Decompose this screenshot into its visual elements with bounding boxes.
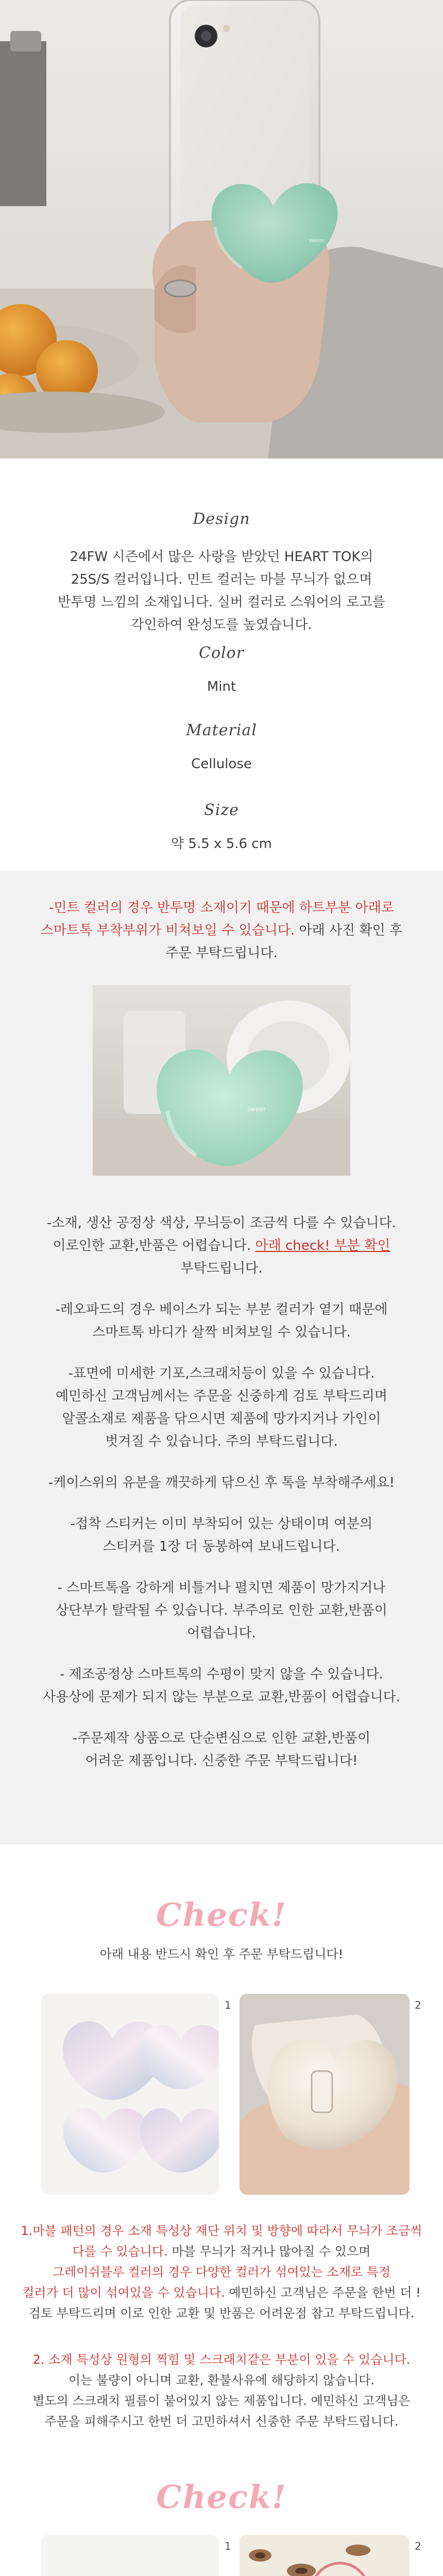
notice-item-line: 부탁드립니다.	[180, 1261, 263, 1276]
check1-line: 별도의 스크래치 필름이 붙어있지 않는 제품입니다. 예민하신 고객님은	[32, 2394, 411, 2408]
check1-image-1-number: 1	[225, 1999, 231, 2011]
notice-intro-line: 스마트톡 부착부위가 비쳐보일 수 있습니다. 아래 사진 확인 후	[40, 923, 403, 938]
material-value: Cellulose	[191, 756, 252, 772]
notice-item-line: -케이스위의 유분을 깨끗하게 닦으신 후 톡을 부착해주세요!	[48, 1475, 395, 1490]
mint-heart-photo	[93, 985, 350, 1176]
check1-text-1	[0, 2221, 443, 2324]
check1-line: 검토 부탁드리며 이로 인한 교환 및 반품은 어려운점 참고 부탁드립니다.	[28, 2306, 415, 2320]
svg-text:sweer: sweer	[247, 1106, 266, 1113]
check1-image-2-number: 2	[415, 1999, 421, 2011]
check1-line: 주문을 피해주시고 한번 더 고민하셔서 신중한 주문 부탁드립니다.	[44, 2414, 399, 2429]
check2-title: Check!	[156, 2478, 287, 2516]
check2-section	[0, 2478, 443, 2516]
material-section	[0, 721, 443, 775]
notice-item-line: 알콜소재로 제품을 닦으시면 제품에 망가지거나 가인이	[62, 1411, 381, 1427]
size-value: 약 5.5 x 5.6 cm	[171, 836, 272, 852]
notice-item-line: -소재, 생산 공정상 색상, 무늬등이 조금씩 다를 수 있습니다.	[47, 1215, 396, 1231]
color-section	[0, 644, 443, 698]
design-section	[0, 510, 443, 636]
design-line: 반투명 느낌의 소재입니다. 실버 컬러로 스워어의 로고를	[58, 595, 385, 610]
notice-item-line: 스마트톡 바디가 살짝 비쳐보일 수 있습니다.	[92, 1325, 351, 1340]
notice-intro-line: -민트 컬러의 경우 반투명 소재이기 때문에 하트부분 아래로	[48, 900, 395, 916]
notice-item-line: -레오파드의 경우 베이스가 되는 부분 컬러가 옅기 때문에	[55, 1302, 388, 1317]
check1-line: 1.마블 패턴의 경우 소재 특성상 재단 위치 및 방향에 따라서 무늬가 조금씩	[21, 2224, 422, 2238]
notice-box	[0, 871, 443, 1844]
check-link: 아래 check! 부분 확인	[255, 1238, 390, 1253]
design-line: 각인하여 완성도를 높였습니다.	[131, 617, 312, 633]
notice-item-line: 어렵습니다.	[187, 1625, 256, 1641]
marble-hearts-illustration	[41, 1994, 219, 2195]
check1-line: 이는 불량이 아니며 교환, 환불사유에 해당하지 않습니다.	[68, 2373, 375, 2387]
check1-line: 컬러가 더 많이 섞여있을 수 있습니다. 예민하신 고객님은 주문을 한번 더 !	[22, 2285, 421, 2300]
grip-mechanism-illustration	[41, 2535, 219, 2576]
check2-image-2	[240, 2535, 410, 2576]
material-title: Material	[186, 721, 257, 739]
design-line: 24FW 시즌에서 많은 사랑을 받았던 HEART TOK의	[70, 549, 373, 565]
notice-item-line: 예민하신 고객님께서는 주문을 신중하게 검토 부탁드리며	[55, 1388, 388, 1404]
hand-holding-grip-illustration	[240, 1994, 410, 2195]
notice-item-line: 스티커를 1장 더 동봉하여 보내드립니다.	[103, 1539, 340, 1554]
design-line: 25S/S 컬러입니다. 민트 컬러는 마블 무늬가 없으며	[71, 572, 372, 587]
check1-section	[0, 1896, 443, 1964]
notice-item-line: 벗겨질 수 있습니다. 주의 부탁드립니다.	[105, 1434, 338, 1449]
check1-line: 다를 수 있습니다. 마블 무늬가 적거나 많아질 수 있으며	[72, 2244, 371, 2259]
notice-item-line: -접착 스티커는 이미 부착되어 있는 상태이며 여분의	[70, 1516, 373, 1532]
notice-item-line: 이로인한 교환,반품은 어렵습니다. 아래 check! 부분 확인	[53, 1238, 390, 1253]
notice-item-line: - 스마트톡을 강하게 비틀거나 펼치면 제품이 망가지거나	[57, 1580, 386, 1596]
design-title: Design	[193, 510, 250, 528]
check2-image-1-number: 1	[225, 2540, 231, 2552]
leopard-surface-illustration	[240, 2535, 410, 2576]
check1-title: Check!	[156, 1896, 287, 1934]
notice-item-line: -주문제작 상품으로 단순변심으로 인한 교환,반품이	[72, 1731, 371, 1746]
check1-subtitle: 아래 내용 반드시 확인 후 주문 부탁드립니다!	[99, 1947, 344, 1961]
check2-image-2-number: 2	[415, 2540, 421, 2552]
check1-text-2	[0, 2349, 443, 2432]
notice-item-line: 상단부가 탈락될 수 있습니다. 부주의로 인한 교환,반품이	[56, 1603, 387, 1618]
check1-image-1	[41, 1994, 219, 2195]
notice-item-line: 어려운 제품입니다. 신중한 주문 부탁드립니다!	[85, 1753, 358, 1769]
check1-line: 그레이쉬블루 컬러의 경우 다양한 컬러가 섞여있는 소재로 특정	[52, 2265, 391, 2279]
color-value: Mint	[207, 679, 236, 694]
notice-item-line: 사용상에 문제가 되지 않는 부분으로 교환,반품이 어렵습니다.	[42, 1689, 401, 1705]
color-title: Color	[198, 644, 244, 662]
mint-heart-illustration	[93, 985, 350, 1176]
check2-image-1	[41, 2535, 219, 2576]
hero-illustration	[0, 0, 443, 459]
notice-intro-line: 주문 부탁드립니다.	[165, 945, 278, 961]
check1-line: 2. 소재 특성상 원형의 찍힘 및 스크래치같은 부분이 있을 수 있습니다.	[32, 2352, 411, 2367]
notice-item-line: - 제조공정상 스마트톡의 수평이 맞지 않을 수 있습니다.	[59, 1667, 384, 1682]
check1-image-2	[240, 1994, 410, 2195]
hero-photo	[0, 0, 443, 459]
notice-item-line: -표면에 미세한 기포,스크래치등이 있을 수 있습니다.	[68, 1366, 375, 1381]
size-section	[0, 801, 443, 855]
svg-text:sweer: sweer	[309, 238, 325, 244]
size-title: Size	[204, 801, 239, 819]
